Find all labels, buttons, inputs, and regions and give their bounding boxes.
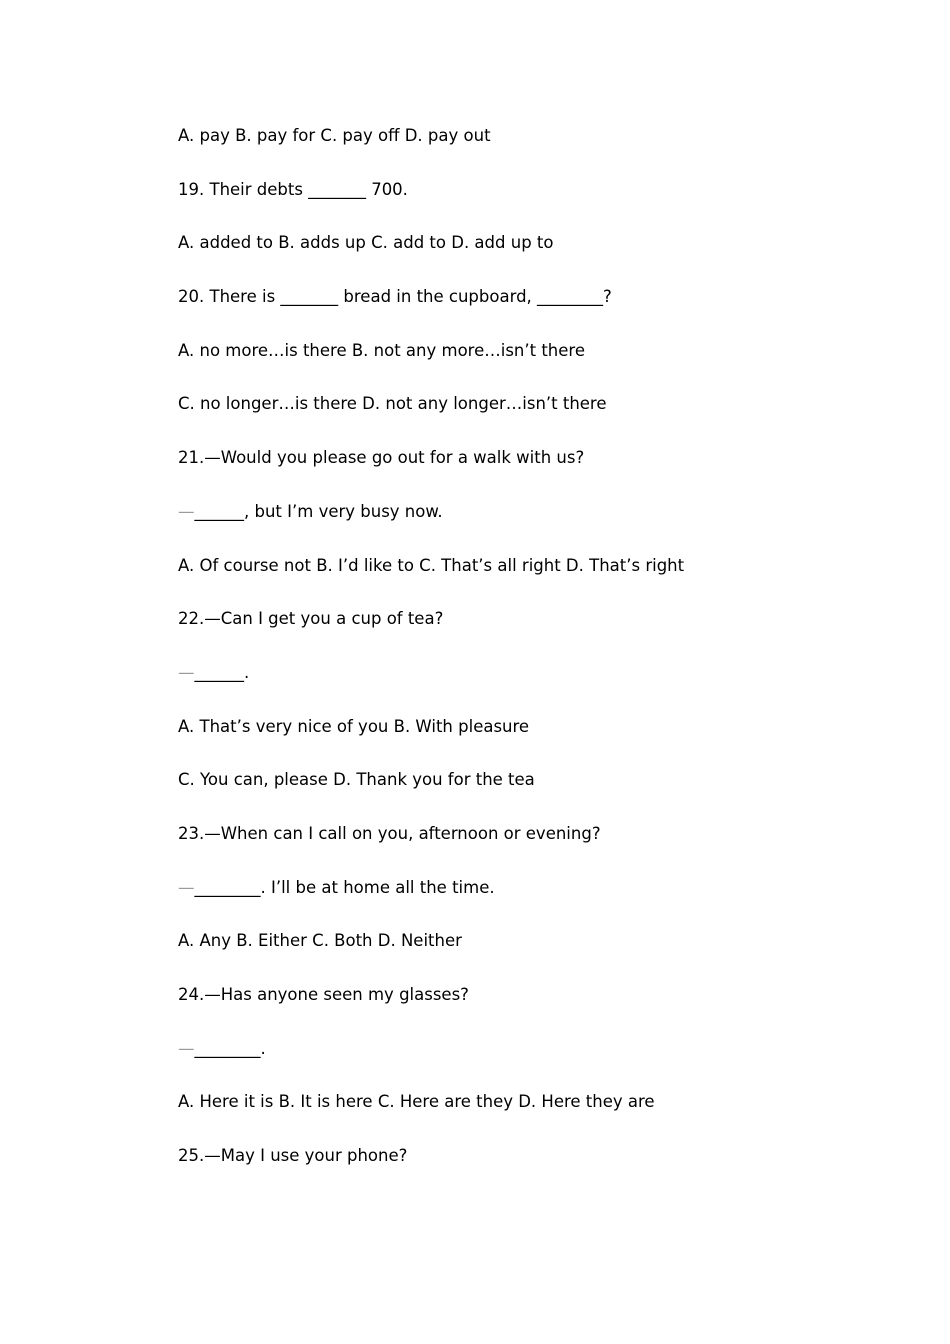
line-text: 19. Their debts _______ 700. <box>178 179 408 199</box>
text-line <box>178 393 878 447</box>
text-line <box>178 232 878 286</box>
text-line <box>178 930 878 984</box>
line-text: 20. There is _______ bread in the cupboard, ________? <box>178 287 612 307</box>
line-text: A. That’s very nice of you B. With pleasure <box>178 716 530 736</box>
text-line <box>178 1091 878 1145</box>
line-text: C. You can, please D. Thank you for the tea <box>178 770 535 790</box>
text-line <box>178 608 878 662</box>
text-line <box>178 877 878 931</box>
line-text: A. pay B. pay for C. pay off D. pay out <box>178 126 491 145</box>
line-text: A. Here it is B. It is here C. Here are they D. Here they are <box>178 1092 655 1112</box>
text-line <box>178 662 878 716</box>
text-line <box>178 340 878 394</box>
line-text: A. Any B. Either C. Both D. Neither <box>178 931 462 951</box>
text-line <box>178 179 878 233</box>
line-text: ________. I’ll be at home all the time. <box>194 877 495 897</box>
text-line <box>178 716 878 770</box>
text-line <box>178 984 878 1038</box>
dialogue-dash: — <box>178 662 195 682</box>
line-text: A. added to B. adds up C. add to D. add up to <box>178 233 554 253</box>
text-line <box>178 125 878 179</box>
text-line <box>178 1038 878 1092</box>
dialogue-dash: — <box>178 1038 195 1058</box>
line-text: C. no longer…is there D. not any longer…isn’t there <box>178 394 607 414</box>
line-text: 22.—Can I get you a cup of tea? <box>178 609 444 629</box>
line-text: A. no more…is there B. not any more…isn’t there <box>178 340 585 360</box>
text-line <box>178 1145 878 1199</box>
text-line <box>178 555 878 609</box>
line-text: ______. <box>194 662 250 682</box>
line-text: 24.—Has anyone seen my glasses? <box>178 985 469 1004</box>
text-line <box>178 286 878 340</box>
dialogue-dash: — <box>178 501 195 521</box>
dialogue-dash: — <box>178 877 195 897</box>
line-text: 21.—Would you please go out for a walk with us? <box>178 448 585 468</box>
question-list <box>178 125 878 1199</box>
line-text: A. Of course not B. I’d like to C. That’s all right D. That’s right <box>178 555 685 575</box>
line-text: 23.—When can I call on you, afternoon or evening? <box>178 823 601 843</box>
line-text: ______, but I’m very busy now. <box>194 501 443 521</box>
line-text: 25.—May I use your phone? <box>178 1146 408 1166</box>
text-line <box>178 501 878 555</box>
text-line <box>178 823 878 877</box>
line-text: ________. <box>194 1038 266 1058</box>
text-line <box>178 447 878 501</box>
text-line <box>178 769 878 823</box>
